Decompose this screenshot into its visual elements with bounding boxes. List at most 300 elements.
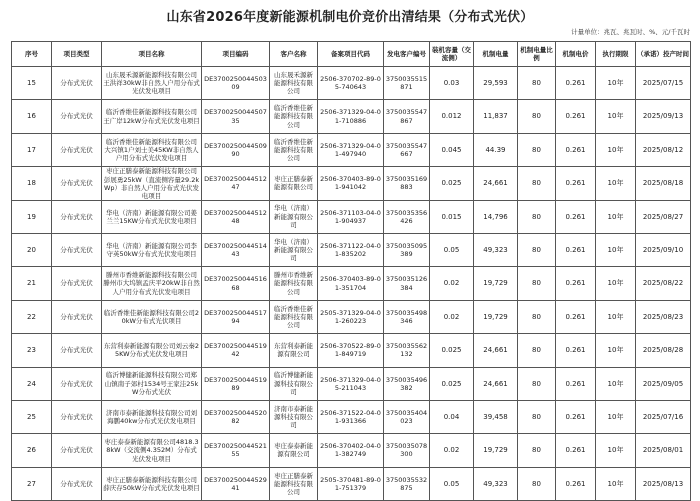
- seq-cell: [12, 400, 52, 433]
- term-cell: [596, 367, 636, 400]
- customer-cell: [270, 267, 318, 300]
- mech-price-cell-text: 0.261: [565, 412, 586, 421]
- mech-price-cell-text: 0.261: [565, 145, 586, 154]
- mech-price-cell: [556, 200, 596, 233]
- term-cell: [596, 400, 636, 433]
- mech-price-cell-text: 0.261: [565, 379, 586, 388]
- type-cell: [52, 334, 102, 367]
- record-code-cell-text: 2506-370702-89-05-740643: [320, 74, 381, 92]
- project-name-cell-text: 临沂香维佳新能源科技有限公司20kW分布式光伏项目: [103, 308, 200, 325]
- mech-energy-cell-text: 24,661: [483, 179, 508, 188]
- record-code-cell: [318, 200, 384, 233]
- term-cell: [596, 467, 636, 500]
- mech-energy-cell-text: 24,661: [483, 379, 508, 388]
- seq-cell: [12, 200, 52, 233]
- seq-cell: [12, 233, 52, 266]
- mech-energy-cell-text: 19,729: [483, 446, 508, 455]
- project-name-cell-text: 华电（济南）新能源有限公司姜兰兰15KW分布式光伏发电项目: [106, 208, 197, 225]
- record-code-cell-text: 2506-371329-04-05-211043: [320, 375, 381, 392]
- mech-energy-cell: [474, 300, 518, 333]
- customer-cell: [270, 367, 318, 400]
- mech-energy-cell-text: 29,593: [483, 79, 508, 88]
- mech-energy-cell: [474, 233, 518, 266]
- record-code-cell-text: 2506-370402-04-01-382749: [320, 442, 381, 459]
- customer-cell-text: 临沂香维佳新能源科技有限公司: [274, 304, 313, 330]
- customer-cell: [270, 300, 318, 333]
- record-code-cell-text: 2505-371329-04-01-260223: [320, 308, 381, 325]
- type-cell: [52, 434, 102, 467]
- project-code-cell-text: DE370025004450735: [204, 108, 267, 125]
- project-code-cell: [202, 200, 270, 233]
- mech-energy-cell: [474, 334, 518, 367]
- type-cell: [52, 233, 102, 266]
- mech-price-cell: [556, 133, 596, 166]
- customer-cell-text: 滕州市香维新能源科技有限公司: [274, 271, 313, 296]
- commission-date-cell-text: 2025/08/22: [642, 279, 684, 288]
- project-code-cell: [202, 133, 270, 166]
- project-code-cell-text: DE370025004451794: [204, 308, 267, 325]
- record-code-cell: [318, 467, 384, 500]
- record-code-cell-text: 2506-371329-04-01-710886: [320, 108, 381, 125]
- mech-ratio-cell: [518, 233, 556, 266]
- term-cell-text: 10年: [607, 346, 624, 355]
- mech-price-cell-text: 0.261: [565, 279, 586, 288]
- gen-customer-no-cell: [384, 200, 430, 233]
- capacity-cell-text: 0.015: [441, 212, 462, 221]
- term-cell-text: 10年: [607, 79, 624, 88]
- commission-date-cell-text: 2025/08/28: [642, 346, 684, 355]
- term-cell-text: 10年: [607, 246, 624, 254]
- mech-price-cell: [556, 334, 596, 367]
- mech-ratio-cell-text: 80: [532, 179, 541, 188]
- project-name-cell: [102, 233, 202, 266]
- project-name-cell-text: 枣庄正膳泰新能源科技有限公司彭展勇25kW（直流侧容量29.2kWp）非自然人户用分布式光伏发电项目: [103, 167, 200, 200]
- term-cell-text: 10年: [607, 312, 624, 321]
- commission-date-cell-text: 2025/09/05: [642, 379, 684, 388]
- mech-ratio-cell-text: 80: [532, 312, 541, 321]
- mech-ratio-cell-text: 80: [532, 346, 541, 355]
- capacity-cell: [430, 67, 474, 100]
- project-code-cell: [202, 334, 270, 367]
- mech-ratio-cell: [518, 167, 556, 200]
- gen-customer-no-cell-text: 3750035562132: [385, 342, 428, 359]
- term-cell-text: 10年: [607, 145, 624, 154]
- commission-date-cell: [636, 200, 691, 233]
- capacity-cell: [430, 167, 474, 200]
- project-code-cell: [202, 267, 270, 300]
- capacity-cell-text: 0.02: [443, 446, 460, 455]
- table-row: [12, 233, 691, 266]
- capacity-cell-text: 0.025: [441, 379, 462, 388]
- customer-cell: [270, 434, 318, 467]
- table-row: [12, 67, 691, 100]
- gen-customer-no-cell: [384, 367, 430, 400]
- capacity-cell-text: 0.05: [443, 246, 460, 254]
- table-row: [12, 367, 691, 400]
- mech-price-cell: [556, 100, 596, 133]
- record-code-cell: [318, 400, 384, 433]
- type-cell: [52, 367, 102, 400]
- gen-customer-no-cell: [384, 434, 430, 467]
- project-code-cell-text: DE370025004452941: [204, 475, 267, 492]
- gen-customer-no-cell-text: 3750035404023: [385, 408, 428, 426]
- header-cell: （承诺）投产时间: [636, 42, 691, 67]
- seq-cell-text: 23: [27, 346, 36, 355]
- mech-price-cell: [556, 267, 596, 300]
- seq-cell-text: 21: [27, 279, 36, 288]
- mech-ratio-cell: [518, 367, 556, 400]
- capacity-cell-text: 0.02: [443, 279, 460, 288]
- customer-cell-text: 华电（济南）新能源有限公司: [274, 204, 313, 229]
- type-cell-text: 分布式光伏: [60, 145, 93, 154]
- record-code-cell-text: 2506-370403-89-01-941042: [320, 175, 381, 192]
- gen-customer-no-cell-text: 3750035095389: [385, 241, 428, 259]
- commission-date-cell-text: 2025/08/18: [642, 179, 684, 188]
- project-name-cell: [102, 434, 202, 467]
- mech-ratio-cell: [518, 100, 556, 133]
- project-name-cell-text: 临沂博健新能源科技有限公司郑山镇南子郊村1534号王家洼25kW分布式光伏: [104, 371, 199, 396]
- gen-customer-no-cell: [384, 133, 430, 166]
- type-cell: [52, 167, 102, 200]
- capacity-cell-text: 0.025: [441, 179, 462, 188]
- term-cell: [596, 200, 636, 233]
- seq-cell-text: 17: [27, 145, 36, 154]
- commission-date-cell: [636, 233, 691, 266]
- header-cell: 序号: [12, 42, 52, 67]
- record-code-cell: [318, 334, 384, 367]
- project-name-cell: [102, 267, 202, 300]
- project-name-cell-text: 枣庄正膳泰新能源科技有限公司薛庆存50kW分布式光伏发电项目: [103, 475, 200, 492]
- term-cell: [596, 233, 636, 266]
- seq-cell-text: 20: [27, 246, 36, 254]
- project-code-cell-text: DE370025004451989: [204, 375, 267, 392]
- gen-customer-no-cell: [384, 334, 430, 367]
- capacity-cell: [430, 300, 474, 333]
- term-cell: [596, 100, 636, 133]
- term-cell-text: 10年: [607, 279, 624, 288]
- mech-energy-cell-text: 49,323: [483, 479, 508, 488]
- seq-cell-text: 27: [27, 479, 36, 488]
- gen-customer-no-cell-text: 3750035356426: [385, 208, 428, 225]
- mech-ratio-cell: [518, 133, 556, 166]
- project-name-cell-text: 山东晟禾源新能源科技有限公司王洪祥30kW非自然人户用分布式光伏发电项目: [103, 70, 200, 96]
- seq-cell-text: 16: [27, 112, 36, 121]
- project-name-cell: [102, 367, 202, 400]
- mech-energy-cell-text: 49,323: [483, 246, 508, 254]
- customer-cell: [270, 100, 318, 133]
- project-code-cell: [202, 400, 270, 433]
- table-row: [12, 334, 691, 367]
- capacity-cell: [430, 100, 474, 133]
- capacity-cell: [430, 400, 474, 433]
- seq-cell: [12, 100, 52, 133]
- type-cell-text: 分布式光伏: [60, 79, 93, 88]
- capacity-cell: [430, 233, 474, 266]
- mech-ratio-cell-text: 80: [532, 479, 541, 488]
- table-row: [12, 467, 691, 500]
- type-cell-text: 分布式光伏: [60, 312, 93, 321]
- seq-cell-text: 25: [27, 412, 36, 421]
- record-code-cell: [318, 100, 384, 133]
- header-cell: 发电客户编号: [384, 42, 430, 67]
- customer-cell: [270, 400, 318, 433]
- mech-price-cell-text: 0.261: [565, 79, 586, 88]
- mech-ratio-cell: [518, 200, 556, 233]
- mech-ratio-cell-text: 80: [532, 246, 541, 254]
- type-cell: [52, 100, 102, 133]
- mech-price-cell: [556, 300, 596, 333]
- project-name-cell-text: 枣庄泰泰新能源有限公司4818.38kW（交流侧4.352M）分布式光伏发电项目: [104, 438, 199, 463]
- project-name-cell-text: 滕州市香维新能源科技有限公司滕州市大坞镇孟庆平20kW非自然人户用分布式光伏发电项目: [103, 271, 200, 296]
- record-code-cell-text: 2505-370481-89-01-751379: [320, 475, 381, 492]
- capacity-cell-text: 0.025: [441, 346, 462, 355]
- record-code-cell: [318, 434, 384, 467]
- document-title: 山东省2026年度新能源机制电价竞价出清结果（分布式光伏）: [166, 10, 534, 25]
- type-cell-text: 分布式光伏: [60, 246, 93, 255]
- term-cell: [596, 267, 636, 300]
- record-code-cell: [318, 367, 384, 400]
- commission-date-cell: [636, 133, 691, 166]
- term-cell: [596, 167, 636, 200]
- customer-cell-text: 山东晟禾源新能源科技有限公司: [274, 70, 313, 96]
- mech-energy-cell-text: 14,796: [483, 212, 508, 221]
- mech-ratio-cell: [518, 67, 556, 100]
- table-row: [12, 300, 691, 333]
- mech-ratio-cell: [518, 467, 556, 500]
- project-name-cell: [102, 133, 202, 166]
- capacity-cell-text: 0.04: [443, 412, 460, 421]
- mech-price-cell-text: 0.261: [565, 179, 586, 188]
- commission-date-cell: [636, 400, 691, 433]
- mech-price-cell: [556, 400, 596, 433]
- project-code-cell-text: DE370025004452082: [204, 408, 267, 426]
- project-name-cell-text: 临沂香维佳新能源科技有限公司大兴镇1户刘士美45KW非自然人户用分布式光伏发电项目: [104, 137, 199, 163]
- table-row: [12, 133, 691, 166]
- project-code-cell: [202, 367, 270, 400]
- commission-date-cell: [636, 367, 691, 400]
- seq-cell-text: 22: [27, 312, 36, 321]
- type-cell-text: 分布式光伏: [60, 479, 93, 488]
- customer-cell-text: 临沂博健新能源科技有限公司: [274, 371, 313, 396]
- project-name-cell: [102, 200, 202, 233]
- record-code-cell-text: 2506-371122-04-01-835202: [320, 241, 381, 259]
- customer-cell: [270, 67, 318, 100]
- mech-price-cell-text: 0.261: [565, 212, 586, 221]
- commission-date-cell: [636, 167, 691, 200]
- customer-cell: [270, 200, 318, 233]
- mech-price-cell: [556, 467, 596, 500]
- customer-cell: [270, 233, 318, 266]
- term-cell: [596, 334, 636, 367]
- record-code-cell: [318, 167, 384, 200]
- project-code-cell-text: DE370025004450309: [204, 74, 267, 92]
- gen-customer-no-cell-text: 3750035532875: [385, 475, 428, 492]
- commission-date-cell-text: 2025/08/01: [642, 446, 684, 455]
- gen-customer-no-cell-text: 3750035515871: [385, 74, 428, 92]
- mech-ratio-cell: [518, 400, 556, 433]
- project-name-cell: [102, 334, 202, 367]
- commission-date-cell: [636, 100, 691, 133]
- term-cell-text: 10年: [607, 412, 624, 421]
- project-code-cell: [202, 233, 270, 266]
- project-name-cell: [102, 167, 202, 200]
- capacity-cell: [430, 200, 474, 233]
- record-code-cell: [318, 67, 384, 100]
- term-cell: [596, 300, 636, 333]
- mech-energy-cell: [474, 100, 518, 133]
- table-row: [12, 167, 691, 200]
- record-code-cell-text: 2506-371329-04-01-497940: [320, 141, 381, 158]
- customer-cell: [270, 133, 318, 166]
- record-code-cell-text: 2506-370522-89-01-849719: [320, 342, 381, 359]
- commission-date-cell: [636, 467, 691, 500]
- project-name-cell: [102, 400, 202, 433]
- mech-price-cell-text: 0.261: [565, 112, 586, 121]
- mech-energy-cell-text: 19,729: [483, 279, 508, 288]
- mech-energy-cell: [474, 367, 518, 400]
- mech-ratio-cell-text: 80: [532, 279, 541, 288]
- mech-price-cell: [556, 367, 596, 400]
- header-cell: 备案项目代码: [318, 42, 384, 67]
- project-name-cell-text: 济南市泰新能源科技有限公司刘海鹏40kw分布式光伏发电项目: [106, 408, 197, 426]
- project-code-cell: [202, 67, 270, 100]
- mech-price-cell-text: 0.261: [565, 346, 586, 355]
- gen-customer-no-cell-text: 3750035126384: [385, 275, 428, 292]
- gen-customer-no-cell: [384, 67, 430, 100]
- mech-ratio-cell-text: 80: [532, 212, 541, 221]
- mech-ratio-cell-text: 80: [532, 446, 541, 455]
- gen-customer-no-cell: [384, 400, 430, 433]
- mech-energy-cell-text: 11,837: [483, 112, 508, 121]
- mech-price-cell: [556, 67, 596, 100]
- record-code-cell: [318, 133, 384, 166]
- gen-customer-no-cell: [384, 267, 430, 300]
- project-name-cell: [102, 300, 202, 333]
- header-cell: 客户名称: [270, 42, 318, 67]
- mech-ratio-cell-text: 80: [532, 79, 541, 88]
- project-name-cell: [102, 467, 202, 500]
- type-cell: [52, 467, 102, 500]
- gen-customer-no-cell-text: 3750035498346: [385, 308, 428, 325]
- customer-cell-text: 东营利泰新能源有限公司: [274, 342, 313, 359]
- commission-date-cell-text: 2025/08/13: [642, 479, 684, 488]
- type-cell-text: 分布式光伏: [60, 179, 93, 188]
- mech-energy-cell-text: 39,458: [483, 412, 508, 421]
- seq-cell: [12, 300, 52, 333]
- type-cell: [52, 133, 102, 166]
- commission-date-cell: [636, 434, 691, 467]
- term-cell-text: 10年: [607, 479, 624, 488]
- type-cell-text: 分布式光伏: [60, 212, 93, 221]
- mech-energy-cell: [474, 167, 518, 200]
- customer-cell-text: 枣庄正膳泰新能源科技有限公司: [274, 471, 313, 496]
- capacity-cell-text: 0.02: [443, 312, 460, 321]
- table-header-row: [12, 42, 691, 67]
- term-cell: [596, 67, 636, 100]
- capacity-cell: [430, 334, 474, 367]
- type-cell-text: 分布式光伏: [60, 413, 93, 421]
- mech-price-cell: [556, 167, 596, 200]
- record-code-cell-text: 2506-371522-04-01-931366: [320, 408, 381, 426]
- table-row: [12, 400, 691, 433]
- commission-date-cell-text: 2025/09/10: [642, 246, 684, 254]
- record-code-cell: [318, 233, 384, 266]
- term-cell-text: 10年: [607, 212, 624, 221]
- mech-price-cell-text: 0.261: [565, 446, 586, 455]
- gen-customer-no-cell: [384, 167, 430, 200]
- seq-cell: [12, 133, 52, 166]
- customer-cell: [270, 167, 318, 200]
- mech-energy-cell: [474, 400, 518, 433]
- type-cell-text: 分布式光伏: [60, 279, 93, 288]
- capacity-cell-text: 0.03: [443, 79, 460, 88]
- type-cell: [52, 67, 102, 100]
- project-code-cell: [202, 467, 270, 500]
- project-code-cell: [202, 434, 270, 467]
- mech-energy-cell-text: 44.39: [485, 145, 506, 154]
- record-code-cell-text: 2506-371103-04-01-904937: [320, 208, 381, 225]
- mech-energy-cell: [474, 133, 518, 166]
- mech-price-cell: [556, 434, 596, 467]
- header-cell: 机制电价: [556, 42, 596, 67]
- commission-date-cell-text: 2025/08/27: [642, 212, 684, 221]
- customer-cell-text: 枣庄泰泰新能源有限公司: [274, 442, 313, 459]
- commission-date-cell: [636, 267, 691, 300]
- capacity-cell-text: 0.045: [441, 145, 462, 154]
- gen-customer-no-cell-text: 3750035496382: [385, 375, 428, 392]
- header-cell: 项目类型: [52, 42, 102, 67]
- project-code-cell-text: DE370025004451248: [204, 208, 267, 225]
- header-cell: 执行期限: [596, 42, 636, 67]
- type-cell-text: 分布式光伏: [60, 446, 93, 455]
- table-row: [12, 434, 691, 467]
- commission-date-cell: [636, 300, 691, 333]
- header-cell: 装机容量（交流侧）: [430, 42, 474, 67]
- mech-energy-cell-text: 19,729: [483, 312, 508, 321]
- gen-customer-no-cell-text: 3750035547867: [385, 108, 428, 125]
- mech-price-cell-text: 0.261: [565, 312, 586, 321]
- seq-cell: [12, 367, 52, 400]
- project-name-cell-text: 东营利泰新能源有限公司刘云秦25KW分布式光伏发电项目: [103, 342, 200, 359]
- commission-date-cell: [636, 67, 691, 100]
- capacity-cell: [430, 133, 474, 166]
- mech-ratio-cell: [518, 334, 556, 367]
- mech-ratio-cell: [518, 434, 556, 467]
- seq-cell: [12, 467, 52, 500]
- project-code-cell: [202, 100, 270, 133]
- seq-cell: [12, 434, 52, 467]
- record-code-cell: [318, 300, 384, 333]
- gen-customer-no-cell-text: 3750035547667: [385, 141, 428, 158]
- project-name-cell: [102, 100, 202, 133]
- term-cell-text: 10年: [607, 379, 624, 388]
- type-cell: [52, 267, 102, 300]
- gen-customer-no-cell-text: 3750035169883: [385, 175, 428, 192]
- type-cell-text: 分布式光伏: [60, 346, 93, 355]
- capacity-cell: [430, 267, 474, 300]
- customer-cell-text: 临沂香维佳新能源科技有限公司: [274, 137, 313, 163]
- capacity-cell: [430, 367, 474, 400]
- project-code-cell-text: DE370025004451443: [204, 241, 267, 259]
- commission-date-cell-text: 2025/08/12: [642, 145, 684, 154]
- mech-ratio-cell-text: 80: [532, 379, 541, 388]
- mech-price-cell: [556, 233, 596, 266]
- gen-customer-no-cell: [384, 300, 430, 333]
- record-code-cell: [318, 267, 384, 300]
- mech-price-cell-text: 0.261: [565, 479, 586, 488]
- customer-cell-text: 枣庄正膳泰新能源有限公司: [274, 175, 313, 192]
- mech-energy-cell: [474, 467, 518, 500]
